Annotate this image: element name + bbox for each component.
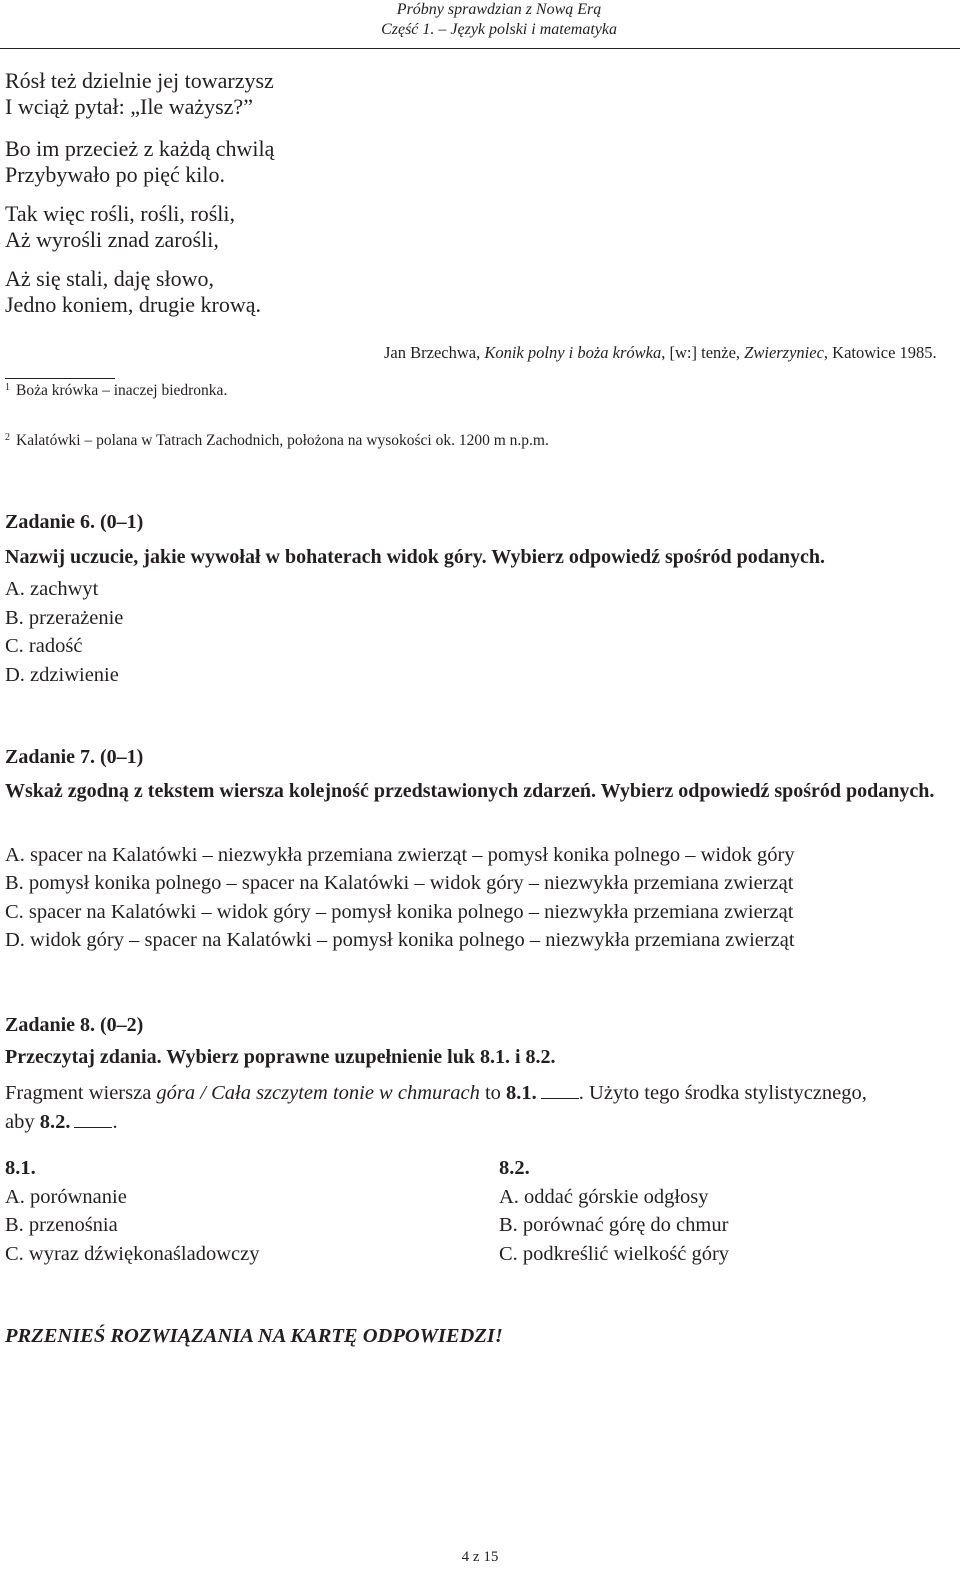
- source-book: Zwierzyniec: [744, 343, 824, 362]
- task7-option-a[interactable]: A. spacer na Kalatówki – niezwykła przemiana zwierząt – pomysł konika polnego – widok góry: [5, 844, 795, 866]
- poem-stanza-2: [5, 136, 274, 188]
- task7-option-d[interactable]: D. widok góry – spacer na Kalatówki – pomysł konika polnego – niezwykła przemiana zwierząt: [5, 929, 795, 951]
- header-line-1: Próbny sprawdzian z Nową Erą: [396, 1, 602, 18]
- task8-title: Zadanie 8. (0–2): [5, 1014, 144, 1036]
- task8-gap2-label: 8.2.: [39, 1111, 71, 1133]
- transfer-instruction: PRZENIEŚ ROZWIĄZANIA NA KARTĘ ODPOWIEDZI!: [5, 1325, 503, 1347]
- footnote-2: [5, 432, 549, 450]
- task8-column-2: [499, 1154, 729, 1268]
- task8-text-a: Fragment wiersza: [5, 1082, 157, 1104]
- page-number: 4 z 15: [461, 1549, 499, 1565]
- poem-line: Rósł też dzielnie jej towarzysz: [5, 68, 274, 93]
- poem-line: I wciąż pytał: „Ile ważysz?”: [5, 94, 253, 119]
- footnote-text: Boża krówka – inaczej biedronka.: [16, 382, 228, 399]
- gap-blank-1[interactable]: [541, 1082, 579, 1099]
- task8-column-1: [5, 1154, 259, 1268]
- source-rest: , Katowice 1985.: [823, 343, 937, 362]
- task8-col1-option-a[interactable]: A. porównanie: [5, 1185, 127, 1208]
- task8-col2-option-a[interactable]: A. oddać górskie odgłosy: [499, 1185, 709, 1208]
- poem-stanza-4: [5, 266, 261, 318]
- source-citation: [384, 343, 937, 363]
- task6-option-d[interactable]: D. zdziwienie: [5, 664, 119, 686]
- header-line-2: Część 1. – Język polski i matematyka: [381, 21, 617, 38]
- task8-quote: góra / Cała szczytem tonie w chmurach: [156, 1082, 480, 1104]
- task8-gap1-label: 8.1.: [506, 1082, 537, 1104]
- gap-blank-2[interactable]: [74, 1111, 112, 1128]
- task8-question: Przeczytaj zdania. Wybierz poprawne uzupełnienie luk 8.1. i 8.2.: [5, 1046, 556, 1068]
- task8-text-d: .: [112, 1111, 118, 1133]
- task8-col2-option-c[interactable]: C. podkreślić wielkość góry: [499, 1242, 730, 1265]
- footnote-number: 1: [5, 382, 10, 393]
- task8-col1-option-b[interactable]: B. przenośnia: [5, 1214, 118, 1236]
- task8-text-c: . Użyto tego środka stylistycznego, aby: [5, 1082, 867, 1133]
- task8-col2-option-b[interactable]: B. porównać górę do chmur: [499, 1214, 729, 1236]
- task7-title: Zadanie 7. (0–1): [5, 746, 144, 768]
- task8-text: [5, 1079, 885, 1137]
- task8-text-b: to: [479, 1082, 507, 1104]
- task8-col1-option-c[interactable]: C. wyraz dźwiękonaśladowczy: [5, 1242, 260, 1265]
- task7-option-c[interactable]: C. spacer na Kalatówki – widok góry – pomysł konika polnego – niezwykła przemiana zwierząt: [5, 901, 794, 923]
- task6-option-b[interactable]: B. przerażenie: [5, 607, 124, 629]
- poem-line: Aż się stali, daję słowo,: [5, 266, 214, 291]
- task6-option-a[interactable]: A. zachwyt: [5, 578, 99, 600]
- task6-option-c[interactable]: C. radość: [5, 635, 83, 657]
- footnote-text: Kalatówki – polana w Tatrach Zachodnich, położona na wysokości ok. 1200 m n.p.m.: [16, 432, 549, 449]
- footnote-number: 2: [5, 432, 10, 443]
- page-header: [381, 0, 617, 40]
- source-author: Jan Brzechwa,: [384, 343, 481, 362]
- poem-line: Przybywało po pięć kilo.: [5, 162, 225, 187]
- source-title: Konik polny i boża krówka: [484, 343, 662, 362]
- task8-col2-head: 8.2.: [499, 1157, 530, 1179]
- source-in: , [w:] tenże,: [661, 343, 741, 362]
- header-divider: [0, 48, 960, 49]
- task6-title: Zadanie 6. (0–1): [5, 511, 144, 533]
- poem-line: Bo im przecież z każdą chwilą: [5, 136, 275, 161]
- footnote-1: [5, 382, 227, 400]
- task6-question: Nazwij uczucie, jakie wywołał w bohaterach widok góry. Wybierz odpowiedź spośród podanych.: [5, 546, 826, 568]
- task7-question: Wskaż zgodną z tekstem wiersza kolejność przedstawionych zdarzeń. Wybierz odpowiedź spośród podanych.: [5, 780, 935, 802]
- footnote-divider: [5, 378, 115, 379]
- poem-stanza-1: [5, 68, 274, 120]
- poem-stanza-3: [5, 201, 235, 253]
- task7-option-b[interactable]: B. pomysł konika polnego – spacer na Kalatówki – widok góry – niezwykła przemiana zwierząt: [5, 872, 794, 894]
- poem-line: Tak więc rośli, rośli, rośli,: [5, 201, 236, 226]
- task8-col1-head: 8.1.: [5, 1157, 36, 1179]
- poem-line: Jedno koniem, drugie krową.: [5, 292, 261, 317]
- poem-line: Aż wyrośli znad zarośli,: [5, 227, 219, 252]
